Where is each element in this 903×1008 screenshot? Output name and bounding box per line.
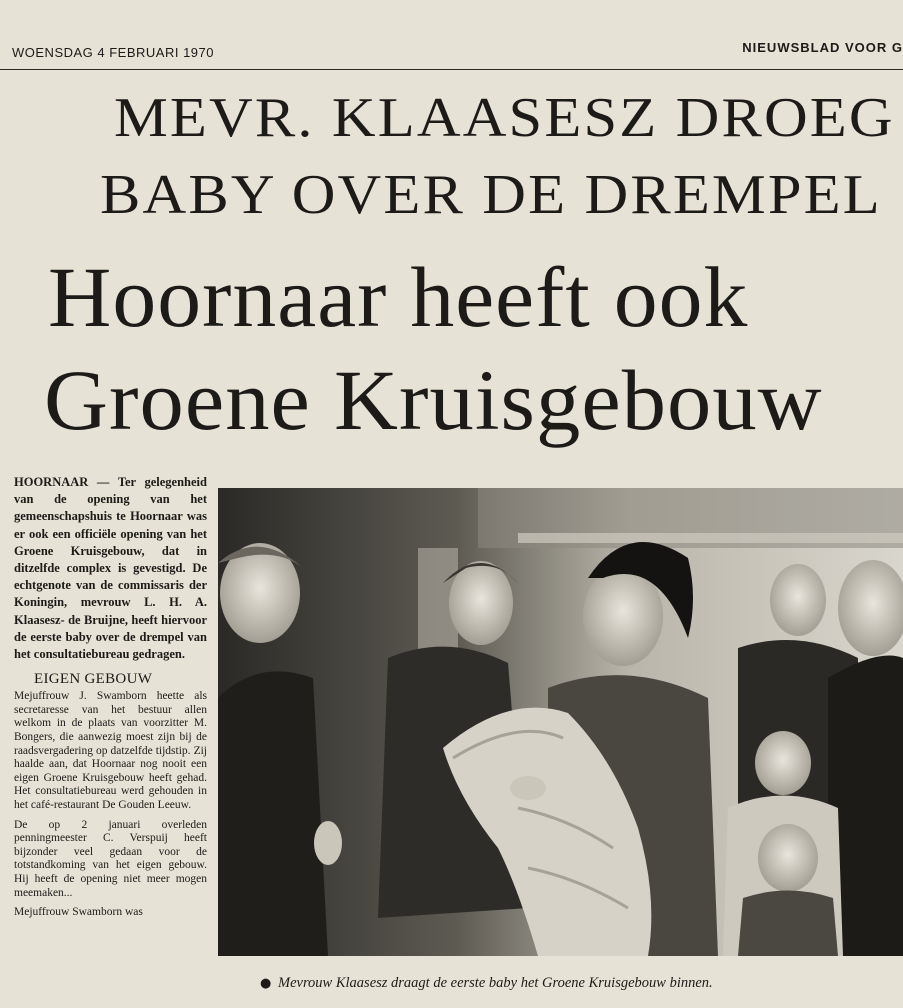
headline-line-2: Groene Kruisgebouw: [44, 352, 823, 448]
intro-text: — Ter gelegenheid van de opening van het gemeenschapshuis te Hoornaar was er ook een officiële opening van het Groene Kruisgebouw, dat in ditzelfde complex is gevestigd. De echtgenote van de commissaris der Koningin, mevrouw L. H. A. Klaasesz- de Bruijne, heeft hiervoor de eerste baby over de drempel van het consultatiebureau gedragen.: [14, 475, 207, 662]
dateline: HOORNAAR: [14, 475, 89, 489]
article-paragraph: Mejuffrouw Swamborn was: [14, 906, 143, 919]
article-intro: [14, 474, 207, 663]
newspaper-name: NIEUWSBLAD VOOR G: [742, 40, 903, 55]
article-column: [14, 474, 207, 926]
bullet-icon: ●: [260, 976, 272, 991]
article-paragraph: Mejuffrouw J. Swamborn heette als secretaresse van het bestuur allen welkom in de plaats van voorzitter M. Bongers, die aanwezig moest zijn bij de raadsvergadering op datzelfde tijdstip. Zij haalde aan, dat Hoornaar nog nooit een eigen Groene Kruisgebouw heeft gehad. Het consultatiebureau werd gehouden in het café-restaurant De Gouden Leeuw.: [14, 690, 207, 811]
photo-caption: Mevrouw Klaasesz draagt de eerste baby het Groene Kruisgebouw binnen.: [278, 975, 713, 991]
kicker-line-2: BABY OVER DE DREMPEL: [100, 164, 882, 226]
issue-date: WOENSDAG 4 FEBRUARI 1970: [12, 45, 214, 60]
article-subhead: EIGEN GEBOUW: [34, 671, 153, 688]
photo-illustration: [218, 488, 903, 956]
page-header: [0, 37, 903, 70]
article-paragraph: De op 2 januari overleden penningmeester C. Verspuij heeft bijzonder veel gedaan voor de totstandkoming van het eigen gebouw. Hij heeft de opening niet meer mogen meemaken...: [14, 818, 207, 899]
kicker-line-1: MEVR. KLAASESZ DROEG: [114, 87, 895, 149]
headline-line-1: Hoornaar heeft ook: [48, 249, 749, 345]
news-photo: [218, 488, 903, 956]
